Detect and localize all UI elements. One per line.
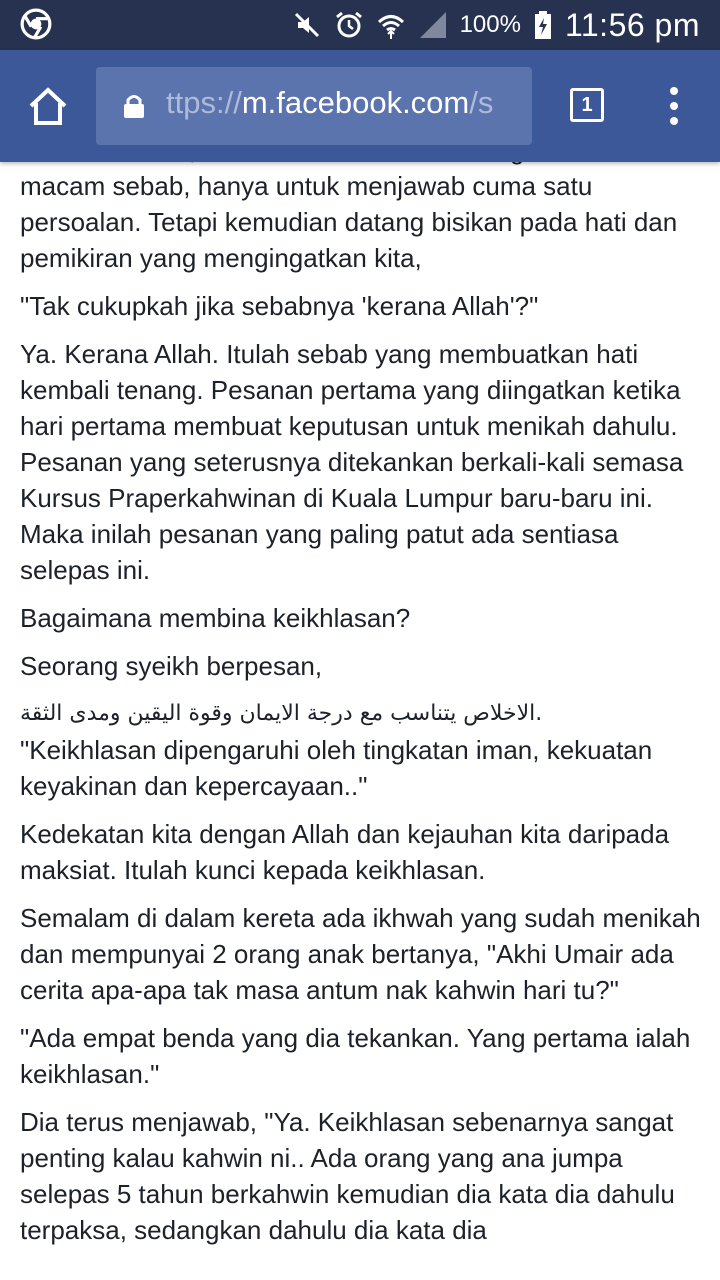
alarm-icon	[334, 10, 364, 40]
url-path: /s	[469, 85, 494, 120]
lock-icon	[122, 93, 146, 119]
paragraph: Seorang syeikh berpesan,	[20, 651, 323, 681]
article-content	[20, 132, 710, 1260]
browser-toolbar	[0, 50, 720, 162]
battery-charging-icon	[533, 10, 553, 40]
paragraph: Semalam di dalam kereta ada ikhwah yang sudah menikah dan mempunyai 2 orang anak bertanya, "Akhi Umair ada cerita apa-apa tak masa antum nak kahwin hari tu?"	[20, 903, 701, 1005]
address-bar[interactable]	[96, 67, 532, 145]
url-host: m.facebook.com	[241, 85, 470, 120]
status-bar	[0, 0, 720, 50]
arabic-quote: الاخلاص يتناسب مع درجة الايمان وقوة اليقين ومدى الثقة.	[20, 701, 543, 726]
url-text	[166, 85, 516, 121]
signal-icon	[418, 10, 448, 40]
mute-icon	[292, 10, 322, 40]
paragraph: Ya. Kerana Allah. Itulah sebab yang membuatkan hati kembali tenang. Pesanan pertama yang diingatkan ketika hari pertama membuat keputusan untuk menikah dahulu. Pesanan yang seterusnya ditekankan berkali-kali semasa Kursus Praperkahwinan di Kuala Lumpur baru-baru ini. Maka inilah pesanan yang paling patut ada sentiasa selepas ini.	[20, 339, 684, 585]
wifi-icon	[376, 10, 406, 40]
paragraph: "Keikhlasan dipengaruhi oleh tingkatan iman, kekuatan keyakinan dan kepercayaan.."	[20, 735, 653, 801]
clock: 11:56 pm	[564, 6, 700, 43]
paragraph: "Tak cukupkah jika sebabnya 'kerana Allah'?"	[20, 291, 539, 321]
more-options-icon[interactable]	[664, 86, 684, 126]
tab-switcher-button[interactable]: 1	[570, 88, 604, 122]
chrome-icon	[20, 8, 52, 40]
battery-percentage: 100%	[459, 11, 521, 38]
paragraph: macam sebab, hanya untuk menjawab cuma satu persoalan. Tetapi kemudian datang bisikan pada hati dan pemikiran yang mengingatkan kita,	[20, 171, 678, 273]
home-icon[interactable]	[26, 85, 70, 129]
paragraph: Bagaimana membina keikhlasan?	[20, 603, 411, 633]
paragraph: Dia terus menjawab, "Ya. Keikhlasan sebenarnya sangat penting kalau kahwin ni.. Ada orang yang ana jumpa selepas 5 tahun berkahwin kemudian dia kata dia dahulu terpaksa, sedangkan dahulu dia kata dia	[20, 1107, 675, 1245]
paragraph: "Ada empat benda yang dia tekankan. Yang pertama ialah keikhlasan."	[20, 1023, 691, 1089]
paragraph: Kedekatan kita dengan Allah dan kejauhan kita daripada maksiat. Itulah kunci kepada keikhlasan.	[20, 819, 670, 885]
url-prefix: ttps://	[166, 85, 242, 120]
